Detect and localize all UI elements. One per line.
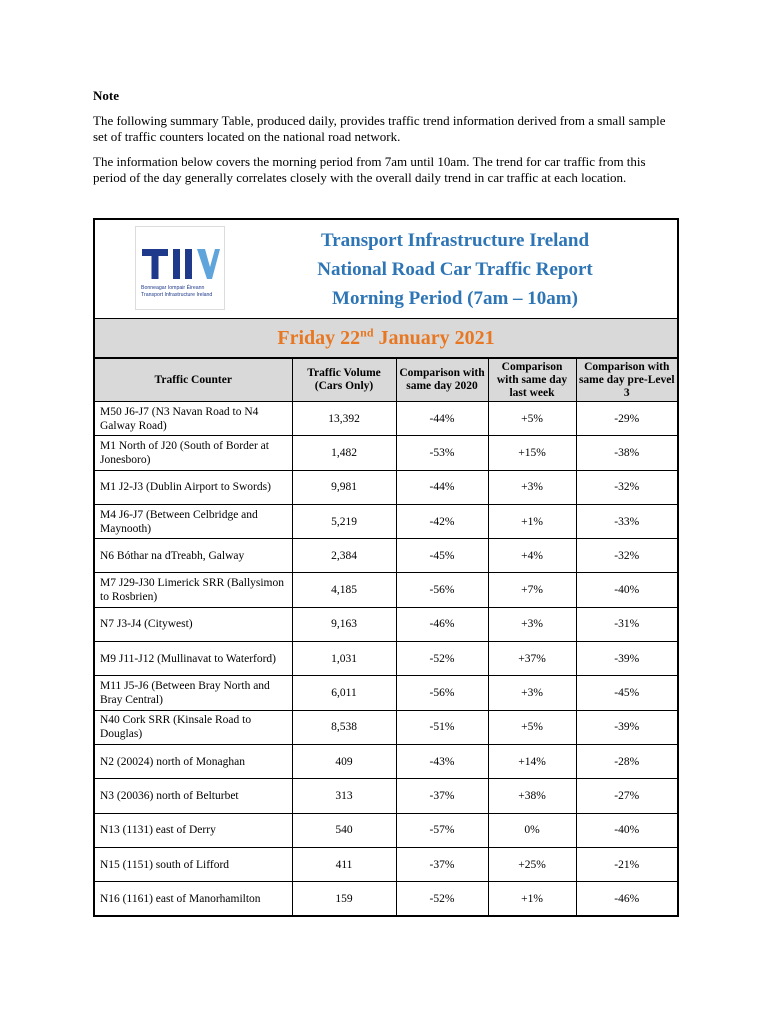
table-row	[95, 436, 677, 470]
vs-pre-level3-cell: -32%	[576, 539, 677, 573]
volume-cell: 2,384	[292, 539, 396, 573]
volume-cell: 1,031	[292, 642, 396, 676]
vs-2020-cell: -37%	[396, 779, 488, 813]
table-row	[95, 470, 677, 504]
vs-2020-cell: -43%	[396, 744, 488, 778]
vs-last-week-cell: +14%	[488, 744, 576, 778]
vs-last-week-cell: +5%	[488, 710, 576, 744]
report-date-prefix: Friday 22	[277, 327, 361, 349]
table-body	[95, 402, 677, 916]
vs-2020-cell: -44%	[396, 402, 488, 436]
counter-cell: N40 Cork SRR (Kinsale Road to Douglas)	[95, 710, 292, 744]
vs-last-week-cell: 0%	[488, 813, 576, 847]
volume-cell: 6,011	[292, 676, 396, 710]
logo-irish-name: Bonneagar Iompair Éireann	[141, 285, 205, 291]
vs-pre-level3-cell: -40%	[576, 813, 677, 847]
note-title: Note	[93, 88, 119, 103]
table-row	[95, 813, 677, 847]
vs-last-week-cell: +1%	[488, 882, 576, 916]
vs-2020-cell: -56%	[396, 573, 488, 607]
column-header-vs-last-week: Comparison with same day last week	[488, 359, 576, 402]
volume-cell: 411	[292, 847, 396, 881]
report-date	[95, 319, 677, 358]
note-section	[93, 88, 673, 195]
table-row	[95, 882, 677, 916]
vs-last-week-cell: +5%	[488, 402, 576, 436]
vs-2020-cell: -52%	[396, 642, 488, 676]
report-title-org: Transport Infrastructure Ireland	[320, 230, 590, 251]
counter-cell: N2 (20024) north of Monaghan	[95, 744, 292, 778]
logo-english-name: Transport Infrastructure Ireland	[141, 292, 213, 298]
tii-logo-icon	[136, 227, 224, 309]
column-header-vs-pre-level3: Comparison with same day pre-Level 3	[576, 359, 677, 402]
traffic-table	[95, 358, 677, 915]
vs-pre-level3-cell: -38%	[576, 436, 677, 470]
counter-cell: N6 Bóthar na dTreabh, Galway	[95, 539, 292, 573]
counter-cell: M9 J11-J12 (Mullinavat to Waterford)	[95, 642, 292, 676]
column-header-vs-2020: Comparison with same day 2020	[396, 359, 488, 402]
vs-last-week-cell: +3%	[488, 470, 576, 504]
table-row	[95, 847, 677, 881]
table-row	[95, 676, 677, 710]
vs-2020-cell: -45%	[396, 539, 488, 573]
vs-2020-cell: -52%	[396, 882, 488, 916]
vs-pre-level3-cell: -32%	[576, 470, 677, 504]
volume-cell: 5,219	[292, 504, 396, 538]
vs-last-week-cell: +25%	[488, 847, 576, 881]
table-header-row	[95, 359, 677, 402]
counter-cell: N7 J3-J4 (Citywest)	[95, 607, 292, 641]
volume-cell: 13,392	[292, 402, 396, 436]
table-row	[95, 402, 677, 436]
vs-2020-cell: -51%	[396, 710, 488, 744]
vs-pre-level3-cell: -21%	[576, 847, 677, 881]
counter-cell: M1 J2-J3 (Dublin Airport to Swords)	[95, 470, 292, 504]
vs-pre-level3-cell: -29%	[576, 402, 677, 436]
volume-cell: 9,981	[292, 470, 396, 504]
vs-pre-level3-cell: -28%	[576, 744, 677, 778]
vs-last-week-cell: +7%	[488, 573, 576, 607]
vs-pre-level3-cell: -27%	[576, 779, 677, 813]
vs-last-week-cell: +38%	[488, 779, 576, 813]
counter-cell: M7 J29-J30 Limerick SRR (Ballysimon to Rosbrien)	[95, 573, 292, 607]
vs-2020-cell: -37%	[396, 847, 488, 881]
table-row	[95, 607, 677, 641]
vs-2020-cell: -44%	[396, 470, 488, 504]
volume-cell: 409	[292, 744, 396, 778]
column-header-volume: Traffic Volume (Cars Only)	[292, 359, 396, 402]
vs-2020-cell: -56%	[396, 676, 488, 710]
volume-cell: 1,482	[292, 436, 396, 470]
volume-cell: 9,163	[292, 607, 396, 641]
vs-pre-level3-cell: -33%	[576, 504, 677, 538]
vs-last-week-cell: +4%	[488, 539, 576, 573]
volume-cell: 313	[292, 779, 396, 813]
counter-cell: N15 (1151) south of Lifford	[95, 847, 292, 881]
table-row	[95, 710, 677, 744]
vs-pre-level3-cell: -45%	[576, 676, 677, 710]
volume-cell: 8,538	[292, 710, 396, 744]
traffic-report	[93, 218, 679, 917]
vs-pre-level3-cell: -46%	[576, 882, 677, 916]
report-title-report: National Road Car Traffic Report	[317, 259, 593, 280]
vs-2020-cell: -57%	[396, 813, 488, 847]
column-header-counter: Traffic Counter	[95, 359, 292, 402]
counter-cell: M50 J6-J7 (N3 Navan Road to N4 Galway Road)	[95, 402, 292, 436]
table-row	[95, 744, 677, 778]
vs-pre-level3-cell: -39%	[576, 710, 677, 744]
vs-last-week-cell: +37%	[488, 642, 576, 676]
vs-last-week-cell: +3%	[488, 607, 576, 641]
report-date-suffix-ordinal: nd	[360, 325, 374, 340]
vs-2020-cell: -53%	[396, 436, 488, 470]
vs-pre-level3-cell: -39%	[576, 642, 677, 676]
counter-cell: M4 J6-J7 (Between Celbridge and Maynooth)	[95, 504, 292, 538]
vs-pre-level3-cell: -31%	[576, 607, 677, 641]
vs-2020-cell: -46%	[396, 607, 488, 641]
report-titles	[245, 226, 665, 313]
counter-cell: N16 (1161) east of Manorhamilton	[95, 882, 292, 916]
report-date-month-year: January 2021	[373, 327, 495, 349]
table-row	[95, 539, 677, 573]
vs-last-week-cell: +15%	[488, 436, 576, 470]
table-row	[95, 573, 677, 607]
tii-logo	[135, 226, 225, 310]
note-paragraph: The information below covers the morning period from 7am until 10am. The trend for car traffic from this period of the day generally correlates closely with the overall daily trend in car traffic at each location.	[93, 154, 646, 185]
table-row	[95, 779, 677, 813]
volume-cell: 540	[292, 813, 396, 847]
counter-cell: M11 J5-J6 (Between Bray North and Bray Central)	[95, 676, 292, 710]
report-title-period: Morning Period (7am – 10am)	[332, 288, 578, 309]
table-row	[95, 642, 677, 676]
vs-2020-cell: -42%	[396, 504, 488, 538]
table-row	[95, 504, 677, 538]
counter-cell: N13 (1131) east of Derry	[95, 813, 292, 847]
volume-cell: 159	[292, 882, 396, 916]
vs-pre-level3-cell: -40%	[576, 573, 677, 607]
vs-last-week-cell: +3%	[488, 676, 576, 710]
counter-cell: N3 (20036) north of Belturbet	[95, 779, 292, 813]
note-paragraph: The following summary Table, produced daily, provides traffic trend information derived from a small sample set of traffic counters located on the national road network.	[93, 113, 666, 144]
counter-cell: M1 North of J20 (South of Border at Jonesboro)	[95, 436, 292, 470]
vs-last-week-cell: +1%	[488, 504, 576, 538]
volume-cell: 4,185	[292, 573, 396, 607]
report-header	[95, 220, 677, 319]
